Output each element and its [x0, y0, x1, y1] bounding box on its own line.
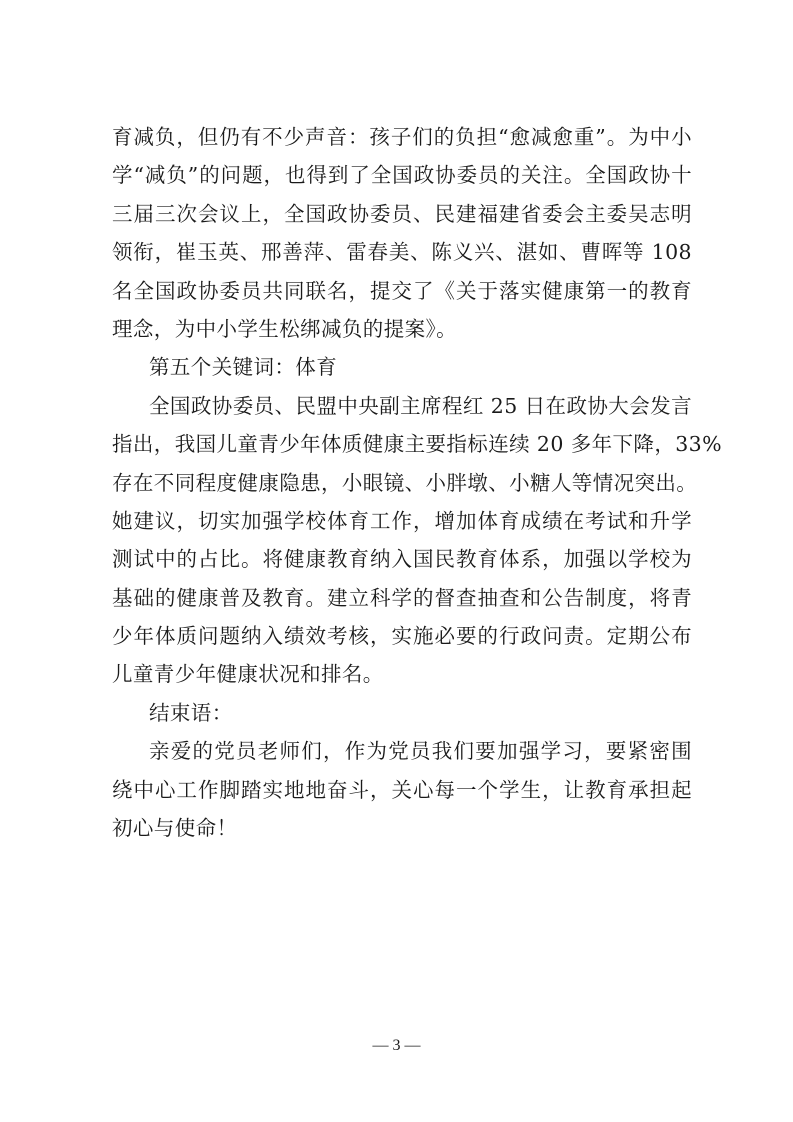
text-line: 存在不同程度健康隐患，小眼镜、小胖墩、小糖人等情况突出。: [112, 470, 698, 495]
section-heading-pe: 第五个关键词：体育: [149, 355, 338, 380]
text-line: 测试中的占比。将健康教育纳入国民教育体系，加强以学校为: [112, 547, 692, 572]
text-line: 名全国政协委员共同联名，提交了《关于落实健康第一的教育: [112, 278, 692, 303]
text-line: 理念，为中小学生松绑减负的提案》。: [112, 316, 458, 341]
text-line: 儿童青少年健康状况和排名。: [112, 662, 384, 687]
section-heading-conclusion: 结束语：: [149, 700, 233, 725]
text-line: 指出，我国儿童青少年体质健康主要指标连续 20 多年下降，33%: [112, 432, 722, 457]
text-line: 领衔，崔玉英、邢善萍、雷春美、陈义兴、湛如、曹晖等 108: [112, 240, 692, 265]
text-line: 学“减负”的问题，也得到了全国政协委员的关注。全国政协十: [112, 163, 692, 188]
text-line: 全国政协委员、民盟中央副主席程红 25 日在政协大会发言: [149, 393, 692, 418]
text-line: 亲爱的党员老师们，作为党员我们要加强学习，要紧密围: [149, 739, 692, 764]
text-line: 初心与使命！: [112, 816, 238, 841]
text-line: 她建议，切实加强学校体育工作，增加体育成绩在考试和升学: [112, 508, 692, 533]
page-number: — 3 —: [372, 1037, 421, 1054]
document-body: [112, 118, 722, 847]
text-line: 育减负，但仍有不少声音：孩子们的负担“愈减愈重”。为中小: [112, 125, 692, 149]
text-line: 三届三次会议上，全国政协委员、民建福建省委会主委吴志明: [112, 201, 692, 226]
text-line: 基础的健康普及教育。建立科学的督查抽查和公告制度，将青: [112, 585, 692, 610]
text-line: 绕中心工作脚踏实地地奋斗，关心每一个学生，让教育承担起: [112, 777, 692, 802]
text-line: 少年体质问题纳入绩效考核，实施必要的行政问责。定期公布: [112, 624, 692, 649]
